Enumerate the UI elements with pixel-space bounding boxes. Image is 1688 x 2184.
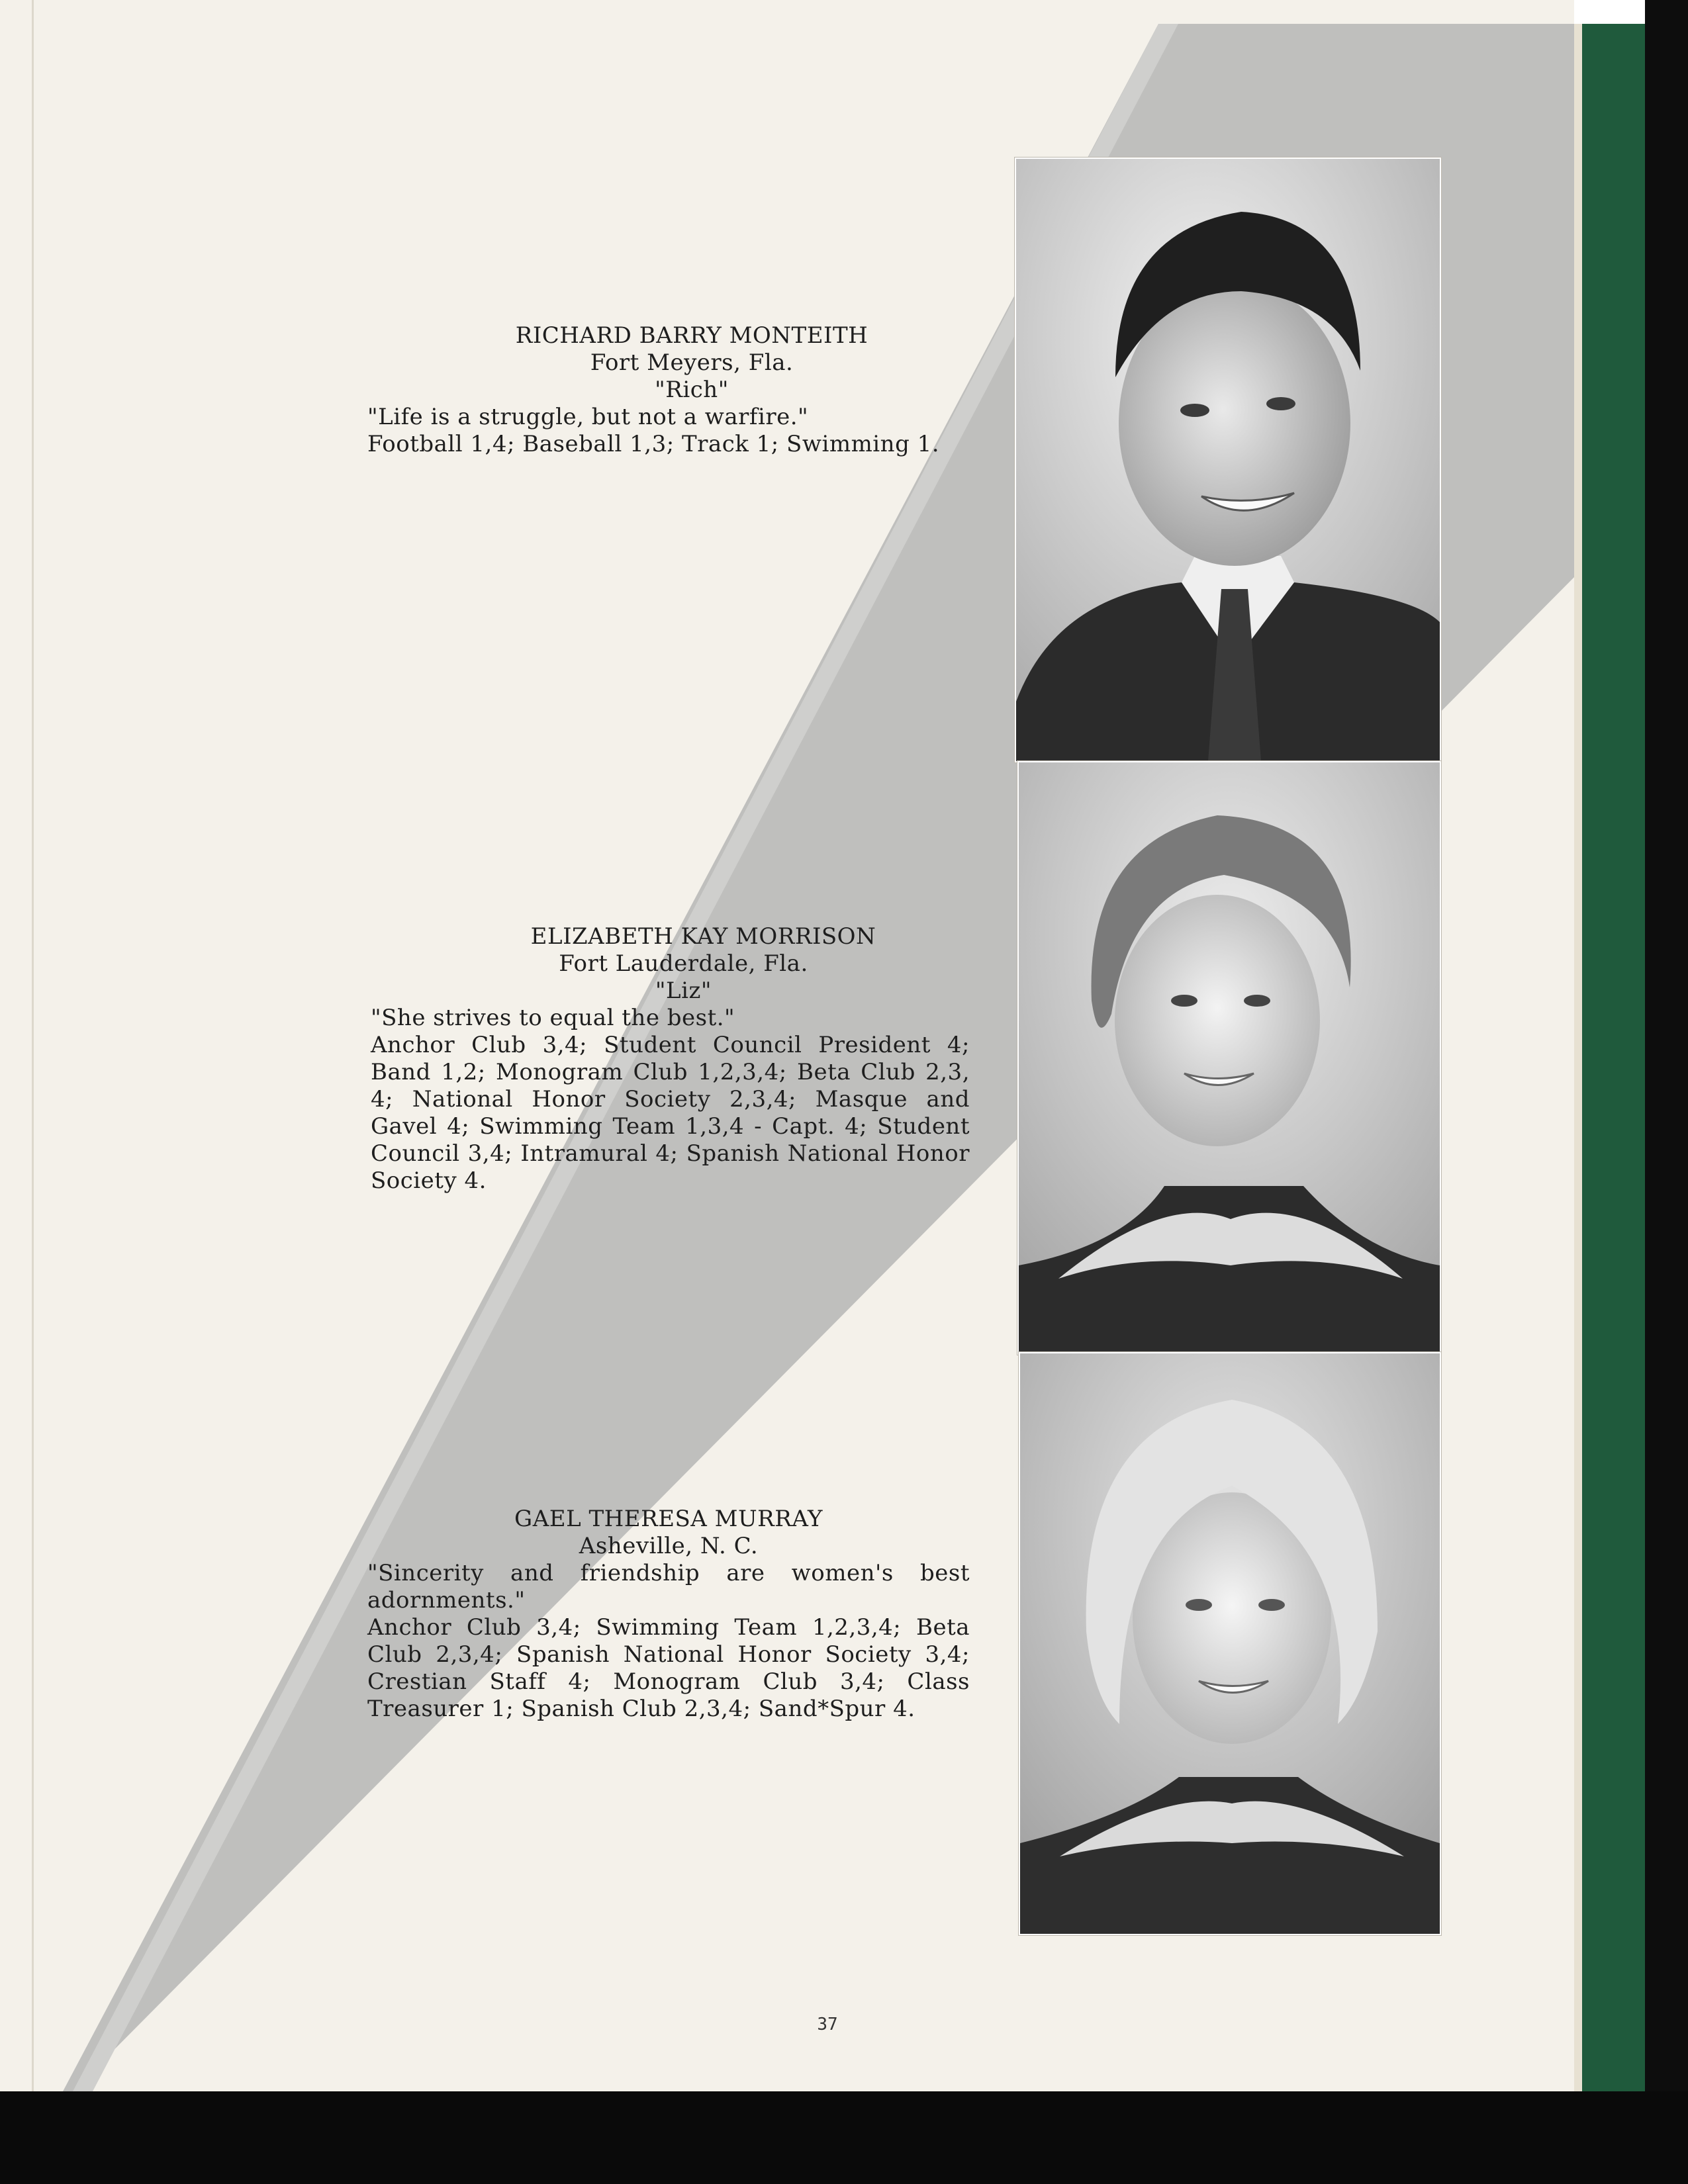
student-hometown: Fort Lauderdale, Fla. [559,950,808,977]
page-gutter [32,0,34,2091]
student-name: GAEL THERESA MURRAY [514,1506,823,1532]
student-quote: "Sincerity and friendship are women's best adornments." [367,1560,970,1614]
student-nickname: "Rich" [655,377,729,403]
student-activities: Anchor Club 3,4; Swimming Team 1,2,3,4; Beta Club 2,3,4; Spanish National Honor Society 3,4; Crestian Staff 4; Monogram Club 3,4; Class Treasurer 1; Spanish Club 2,3,4; Sand*Spur 4. [367,1614,970,1722]
student-nickname: "Liz" [655,978,712,1004]
scan-border-right [1645,0,1688,2184]
portrait-photo-1 [1015,158,1441,762]
senior-entry-2 [371,923,970,1195]
student-hometown: Asheville, N. C. [579,1533,759,1559]
portrait-photo-2 [1017,761,1441,1355]
scan-border-bottom [0,2091,1688,2184]
female-portrait [1020,1353,1440,1934]
male-portrait [1016,159,1440,761]
portrait-photo-3 [1019,1352,1441,1935]
student-name: ELIZABETH KAY MORRISON [530,923,876,950]
student-activities: Football 1,4; Baseball 1,3; Track 1; Swimming 1. [367,431,940,457]
book-spine [1582,24,1645,2091]
student-activities: Anchor Club 3,4; Student Council President 4; Band 1,2; Monogram Club 1,2,3,4; Beta Club 2,3, 4; National Honor Society 2,3,4; Masque and Gavel 4; Swimming Team 1,3,4 - Capt. 4; Student Council 3,4; Intramural 4; Spanish National Honor Society 4. [371,1032,970,1194]
student-hometown: Fort Meyers, Fla. [590,349,794,376]
senior-entry-3 [367,1506,970,1723]
page-number: 37 [817,2015,838,2034]
student-name: RICHARD BARRY MONTEITH [515,322,868,349]
student-quote: "She strives to equal the best." [371,1005,735,1031]
student-quote: "Life is a struggle, but not a warfire." [367,404,809,430]
female-portrait [1019,762,1440,1353]
senior-entry-1 [367,322,976,458]
